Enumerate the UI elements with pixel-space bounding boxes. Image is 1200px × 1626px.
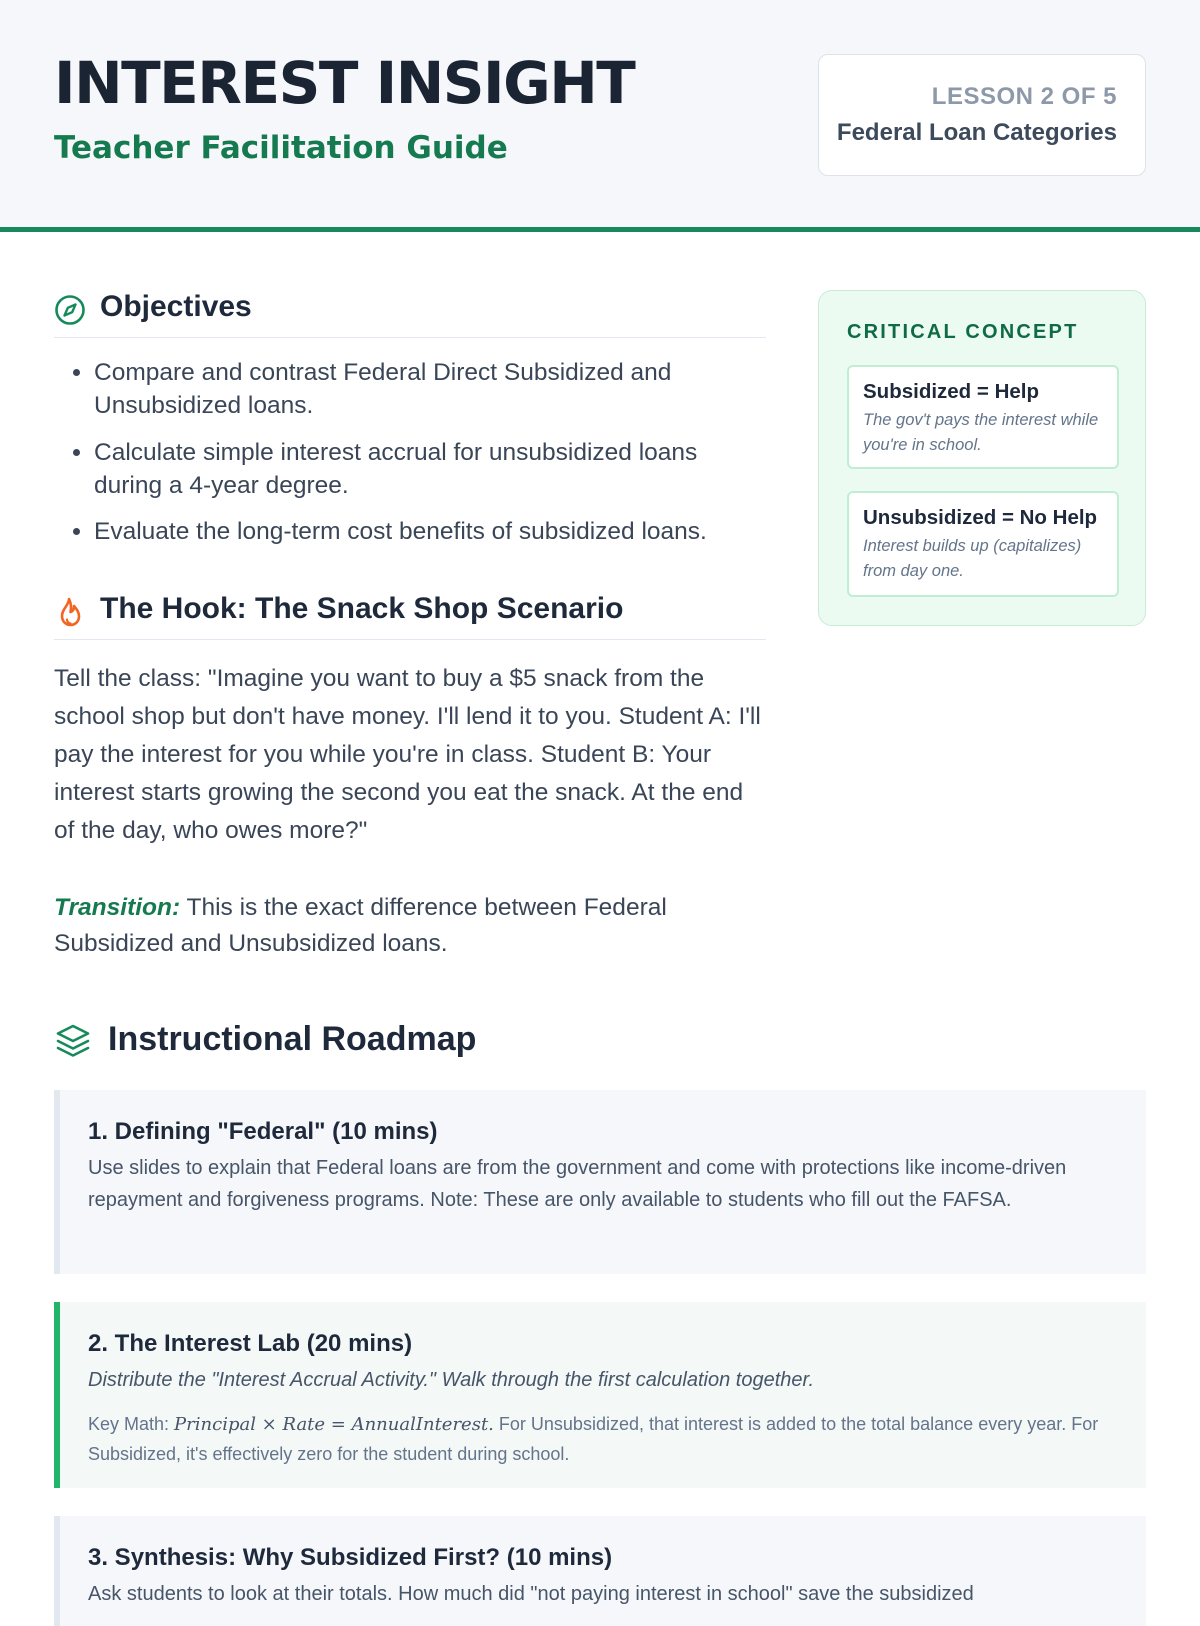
lesson-number: LESSON 2 OF 5 <box>931 83 1117 110</box>
step-title: 1. Defining "Federal" (10 mins) <box>88 1118 438 1145</box>
list-item: • Calculate simple interest accrual for unsubsidized loans during a 4-year degree. <box>94 436 766 503</box>
math-formula: Principal × Rate = AnnualInterest. <box>174 1414 494 1435</box>
layers-icon <box>54 1022 92 1060</box>
concept-title: Unsubsidized = No Help <box>863 506 1098 529</box>
step-description: Ask students to look at their totals. How much did "not paying interest in school" save the subsidized <box>88 1583 974 1605</box>
transition-label: Transition: <box>54 894 181 921</box>
concept-title: Subsidized = Help <box>863 380 1039 403</box>
step-description: Use slides to explain that Federal loans are from the government and come with protections like income-driven repayment and forgiveness programs. Note: These are only available to students who fill out the FAFSA. <box>88 1157 1067 1211</box>
step-description: Distribute the "Interest Accrual Activity." Walk through the first calculation together. <box>88 1369 814 1391</box>
transition-text <box>54 890 744 961</box>
key-math-label: Key Math: <box>88 1414 175 1434</box>
step-title: 3. Synthesis: Why Subsidized First? (10 mins) <box>88 1544 613 1571</box>
objectives-heading <box>54 286 766 338</box>
step-title: 2. The Interest Lab (20 mins) <box>88 1330 413 1357</box>
concept-desc: The gov't pays the interest while you're in school. <box>863 411 1099 454</box>
hook-text: Tell the class: "Imagine you want to buy a $5 snack from the school shop but don't have money. I'll lend it to you. Student A: I'll pay the interest for you while you're in class. Student B: Your interest starts growing the second you eat the snack. At the end of the day, who owes more?" <box>54 665 761 844</box>
page-title: INTEREST INSIGHT <box>54 49 635 117</box>
page-subtitle: Teacher Facilitation Guide <box>54 130 508 166</box>
list-item: • Evaluate the long-term cost benefits of subsidized loans. <box>94 515 766 548</box>
flame-icon <box>54 596 86 628</box>
list-item: • Compare and contrast Federal Direct Subsidized and Unsubsidized loans. <box>94 356 766 423</box>
roadmap-title: Instructional Roadmap <box>108 1020 477 1058</box>
page-header <box>0 0 1200 232</box>
compass-icon <box>54 294 86 326</box>
critical-concept-heading: CRITICAL CONCEPT <box>847 321 1079 343</box>
roadmap-step-2 <box>54 1302 1146 1488</box>
hook-heading <box>54 588 766 640</box>
lesson-name: Federal Loan Categories <box>836 119 1117 146</box>
transition-body: This is the exact difference between Federal Subsidized and Unsubsidized loans. <box>54 894 667 957</box>
concept-subsidized <box>847 365 1119 469</box>
roadmap-step-1 <box>54 1090 1146 1274</box>
concept-unsubsidized <box>847 491 1119 597</box>
objectives-list <box>54 356 766 562</box>
hook-title: The Hook: The Snack Shop Scenario <box>100 592 624 625</box>
objectives-title: Objectives <box>100 290 252 323</box>
lesson-card <box>818 54 1146 176</box>
key-math-body: For Unsubsidized, that interest is added to the total balance every year. For Subsidized, it's effectively zero for the student during school. <box>88 1414 1099 1464</box>
concept-desc: Interest builds up (capitalizes) from day one. <box>863 537 1082 580</box>
critical-concept-card <box>818 290 1146 626</box>
key-math-note <box>88 1410 1116 1469</box>
roadmap-step-3 <box>54 1516 1146 1626</box>
